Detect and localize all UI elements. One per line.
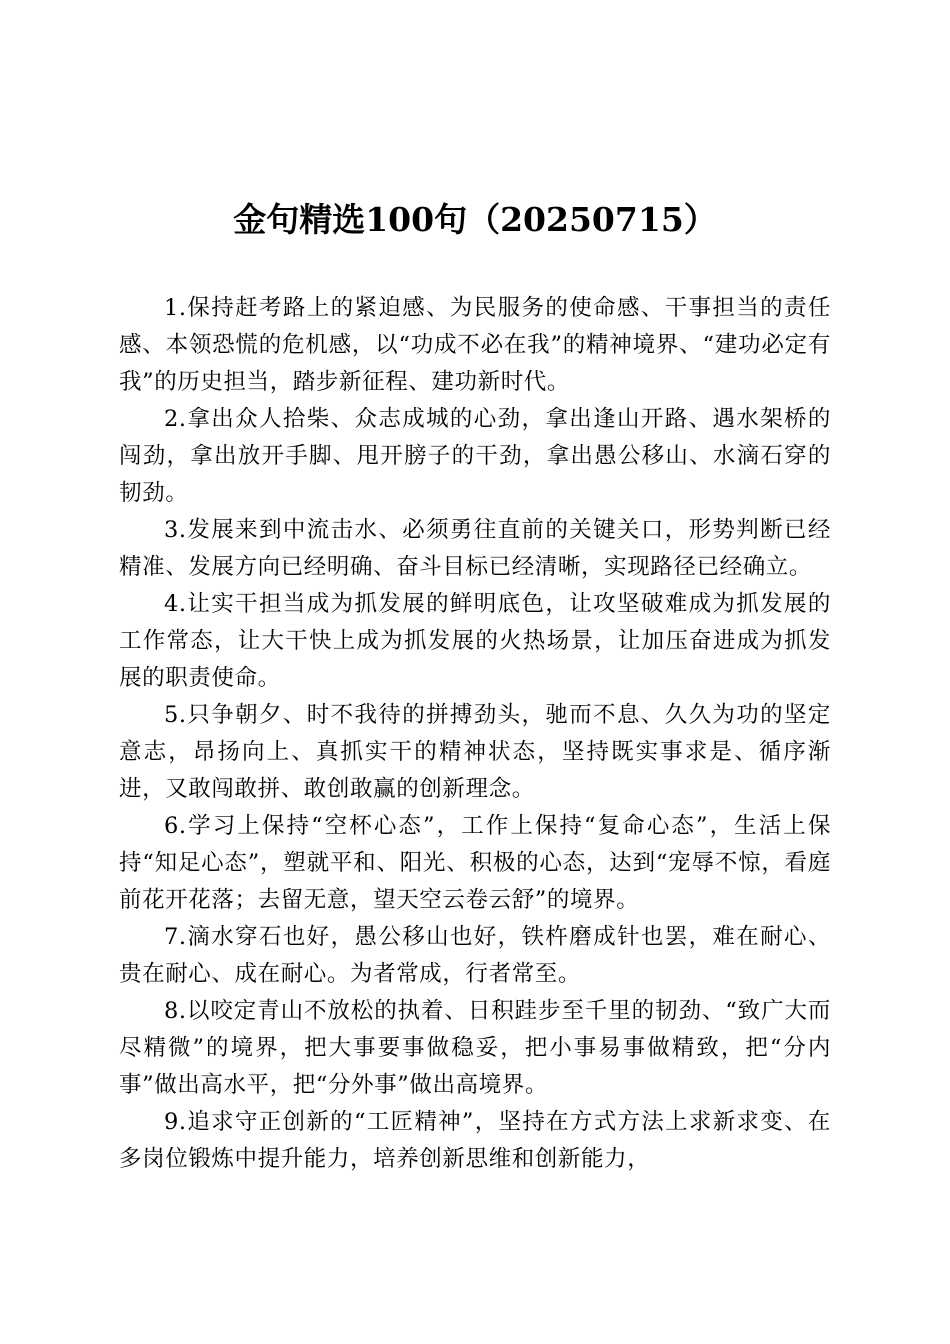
paragraph-9: 9.追求守正创新的“工匠精神”，坚持在方式方法上求新求变、在多岗位锻炼中提升能力，培养创新思维和创新能力， [119, 1109, 831, 1172]
paragraph-5: 5.只争朝夕、时不我待的拼搏劲头，驰而不息、久久为功的坚定意志，昂扬向上、真抓实干的精神状态，坚持既实事求是、循序渐进，又敢闯敢拼、敢创敢赢的创新理念。 [119, 702, 831, 802]
document-body [119, 290, 831, 1178]
paragraph-8: 8.以咬定青山不放松的执着、日积跬步至千里的韧劲、“致广大而尽精微”的境界，把大事要事做稳妥，把小事易事做精致，把“分内事”做出高水平，把“分外事”做出高境界。 [119, 998, 831, 1098]
paragraph-6: 6.学习上保持“空杯心态”，工作上保持“复命心态”，生活上保持“知足心态”，塑就平和、阳光、积极的心态，达到“宠辱不惊，看庭前花开花落；去留无意，望天空云卷云舒”的境界。 [119, 813, 831, 913]
paragraph-7: 7.滴水穿石也好，愚公移山也好，铁杵磨成针也罢，难在耐心、贵在耐心、成在耐心。为者常成，行者常至。 [119, 924, 831, 987]
paragraph-1: 1.保持赶考路上的紧迫感、为民服务的使命感、干事担当的责任感、本领恐慌的危机感，以“功成不必在我”的精神境界、“建功必定有我”的历史担当，踏步新征程、建功新时代。 [119, 295, 831, 395]
paragraph-4: 4.让实干担当成为抓发展的鲜明底色，让攻坚破难成为抓发展的工作常态，让大干快上成为抓发展的火热场景，让加压奋进成为抓发展的职责使命。 [119, 591, 831, 691]
document-title: 金句精选100句（20250715） [233, 200, 717, 239]
paragraph-3: 3.发展来到中流击水、必须勇往直前的关键关口，形势判断已经精准、发展方向已经明确、奋斗目标已经清晰，实现路径已经确立。 [119, 517, 831, 580]
paragraph-2: 2.拿出众人拾柴、众志成城的心劲，拿出逢山开路、遇水架桥的闯劲，拿出放开手脚、甩开膀子的干劲，拿出愚公移山、水滴石穿的韧劲。 [119, 406, 831, 506]
